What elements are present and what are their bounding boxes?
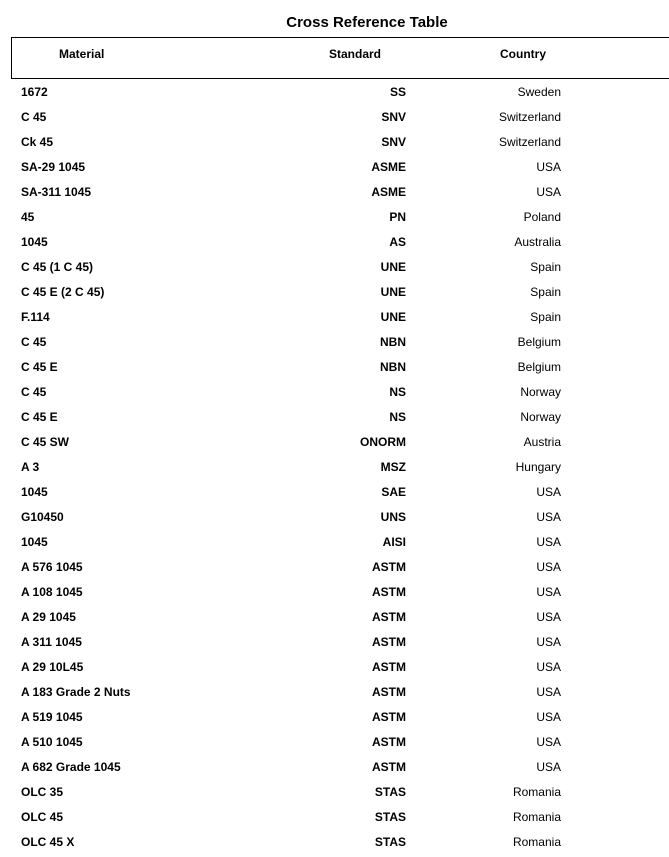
standard-cell: AISI <box>382 535 406 549</box>
standard-cell: ASME <box>371 160 406 174</box>
material-cell: A 510 1045 <box>21 735 83 749</box>
standard-cell: MSZ <box>380 460 406 474</box>
country-cell: Switzerland <box>498 135 561 149</box>
table-row <box>0 507 669 532</box>
table-row <box>0 232 669 257</box>
table-row <box>0 532 669 557</box>
standard-cell: ASTM <box>372 710 406 724</box>
table-row <box>0 682 669 707</box>
table-row <box>0 757 669 782</box>
column-header-material: Material <box>59 47 105 61</box>
material-cell: A 108 1045 <box>21 585 83 599</box>
material-cell: 1045 <box>21 535 48 549</box>
table-row <box>0 657 669 682</box>
country-cell: USA <box>536 710 561 724</box>
material-cell: A 519 1045 <box>21 710 83 724</box>
country-cell: USA <box>536 760 561 774</box>
country-cell: Hungary <box>515 460 561 474</box>
country-cell: Australia <box>514 235 561 249</box>
standard-cell: STAS <box>374 785 406 799</box>
standard-cell: STAS <box>374 835 406 849</box>
country-cell: USA <box>536 510 561 524</box>
table-row <box>0 207 669 232</box>
country-cell: Sweden <box>517 85 561 99</box>
material-cell: Ck 45 <box>21 135 54 149</box>
material-cell: C 45 E <box>21 360 58 374</box>
standard-cell: SNV <box>381 135 406 149</box>
material-cell: F.114 <box>21 310 50 324</box>
table-row <box>0 282 669 307</box>
material-cell: A 183 Grade 2 Nuts <box>21 685 131 699</box>
standard-cell: UNE <box>380 260 406 274</box>
table-row <box>0 782 669 807</box>
standard-cell: SAE <box>381 485 406 499</box>
table-row <box>0 82 669 107</box>
country-cell: Norway <box>520 385 561 399</box>
country-cell: USA <box>536 610 561 624</box>
table-row <box>0 557 669 582</box>
table-body <box>0 82 669 857</box>
standard-cell: ASME <box>371 185 406 199</box>
material-cell: A 311 1045 <box>21 635 82 649</box>
standard-cell: SS <box>389 85 406 99</box>
country-cell: Spain <box>530 310 561 324</box>
standard-cell: ASTM <box>372 685 406 699</box>
standard-cell: UNE <box>380 285 406 299</box>
material-cell: 45 <box>21 210 35 224</box>
column-header-country: Country <box>500 47 546 61</box>
country-cell: USA <box>536 660 561 674</box>
country-cell: Spain <box>530 260 561 274</box>
table-row <box>0 182 669 207</box>
standard-cell: ONORM <box>360 435 406 449</box>
material-cell: C 45 E <box>21 410 58 424</box>
table-row <box>0 407 669 432</box>
country-cell: Belgium <box>517 335 561 349</box>
country-cell: USA <box>536 685 561 699</box>
standard-cell: STAS <box>374 810 406 824</box>
material-cell: G10450 <box>21 510 64 524</box>
standard-cell: ASTM <box>372 585 406 599</box>
standard-cell: ASTM <box>372 635 406 649</box>
standard-cell: ASTM <box>372 735 406 749</box>
material-cell: A 576 1045 <box>21 560 83 574</box>
material-cell: C 45 <box>21 110 47 124</box>
standard-cell: AS <box>389 235 406 249</box>
material-cell: 1045 <box>21 235 48 249</box>
material-cell: OLC 45 X <box>21 835 75 849</box>
material-cell: OLC 35 <box>21 785 64 799</box>
country-cell: USA <box>536 635 561 649</box>
country-cell: Austria <box>523 435 561 449</box>
country-cell: USA <box>536 560 561 574</box>
standard-cell: ASTM <box>372 660 406 674</box>
table-row <box>0 332 669 357</box>
country-cell: USA <box>536 535 561 549</box>
country-cell: USA <box>536 585 561 599</box>
country-cell: Romania <box>512 835 561 849</box>
country-cell: Norway <box>520 410 561 424</box>
standard-cell: ASTM <box>372 560 406 574</box>
standard-cell: ASTM <box>372 610 406 624</box>
table-row <box>0 382 669 407</box>
country-cell: Romania <box>512 810 561 824</box>
table-row <box>0 432 669 457</box>
table-row <box>0 732 669 757</box>
table-row <box>0 132 669 157</box>
table-title: Cross Reference Table <box>286 14 448 31</box>
table-row <box>0 607 669 632</box>
table-row <box>0 257 669 282</box>
country-cell: USA <box>536 485 561 499</box>
standard-cell: NS <box>389 385 406 399</box>
standard-cell: PN <box>389 210 406 224</box>
standard-cell: UNE <box>380 310 406 324</box>
standard-cell: UNS <box>380 510 406 524</box>
material-cell: 1672 <box>21 85 48 99</box>
material-cell: C 45 <box>21 385 47 399</box>
country-cell: Poland <box>523 210 561 224</box>
country-cell: USA <box>536 160 561 174</box>
material-cell: A 682 Grade 1045 <box>21 760 121 774</box>
table-row <box>0 457 669 482</box>
material-cell: OLC 45 <box>21 810 64 824</box>
country-cell: Switzerland <box>498 110 561 124</box>
country-cell: Belgium <box>517 360 561 374</box>
country-cell: Romania <box>512 785 561 799</box>
material-cell: A 3 <box>21 460 40 474</box>
material-cell: A 29 1045 <box>21 610 76 624</box>
table-row <box>0 807 669 832</box>
material-cell: C 45 (1 C 45) <box>21 260 94 274</box>
table-row <box>0 582 669 607</box>
standard-cell: NS <box>389 410 406 424</box>
table-row <box>0 307 669 332</box>
table-row <box>0 357 669 382</box>
material-cell: 1045 <box>21 485 48 499</box>
material-cell: SA-29 1045 <box>21 160 86 174</box>
country-cell: USA <box>536 735 561 749</box>
table-row <box>0 157 669 182</box>
material-cell: A 29 10L45 <box>21 660 84 674</box>
table-row <box>0 707 669 732</box>
material-cell: SA-311 1045 <box>21 185 92 199</box>
material-cell: C 45 E (2 C 45) <box>21 285 105 299</box>
standard-cell: SNV <box>381 110 406 124</box>
table-row <box>0 832 669 857</box>
country-cell: Spain <box>530 285 561 299</box>
material-cell: C 45 SW <box>21 435 70 449</box>
standard-cell: ASTM <box>372 760 406 774</box>
standard-cell: NBN <box>380 335 406 349</box>
table-row <box>0 107 669 132</box>
table-row <box>0 632 669 657</box>
table-row <box>0 482 669 507</box>
material-cell: C 45 <box>21 335 47 349</box>
standard-cell: NBN <box>380 360 406 374</box>
country-cell: USA <box>536 185 561 199</box>
column-header-standard: Standard <box>329 47 382 61</box>
